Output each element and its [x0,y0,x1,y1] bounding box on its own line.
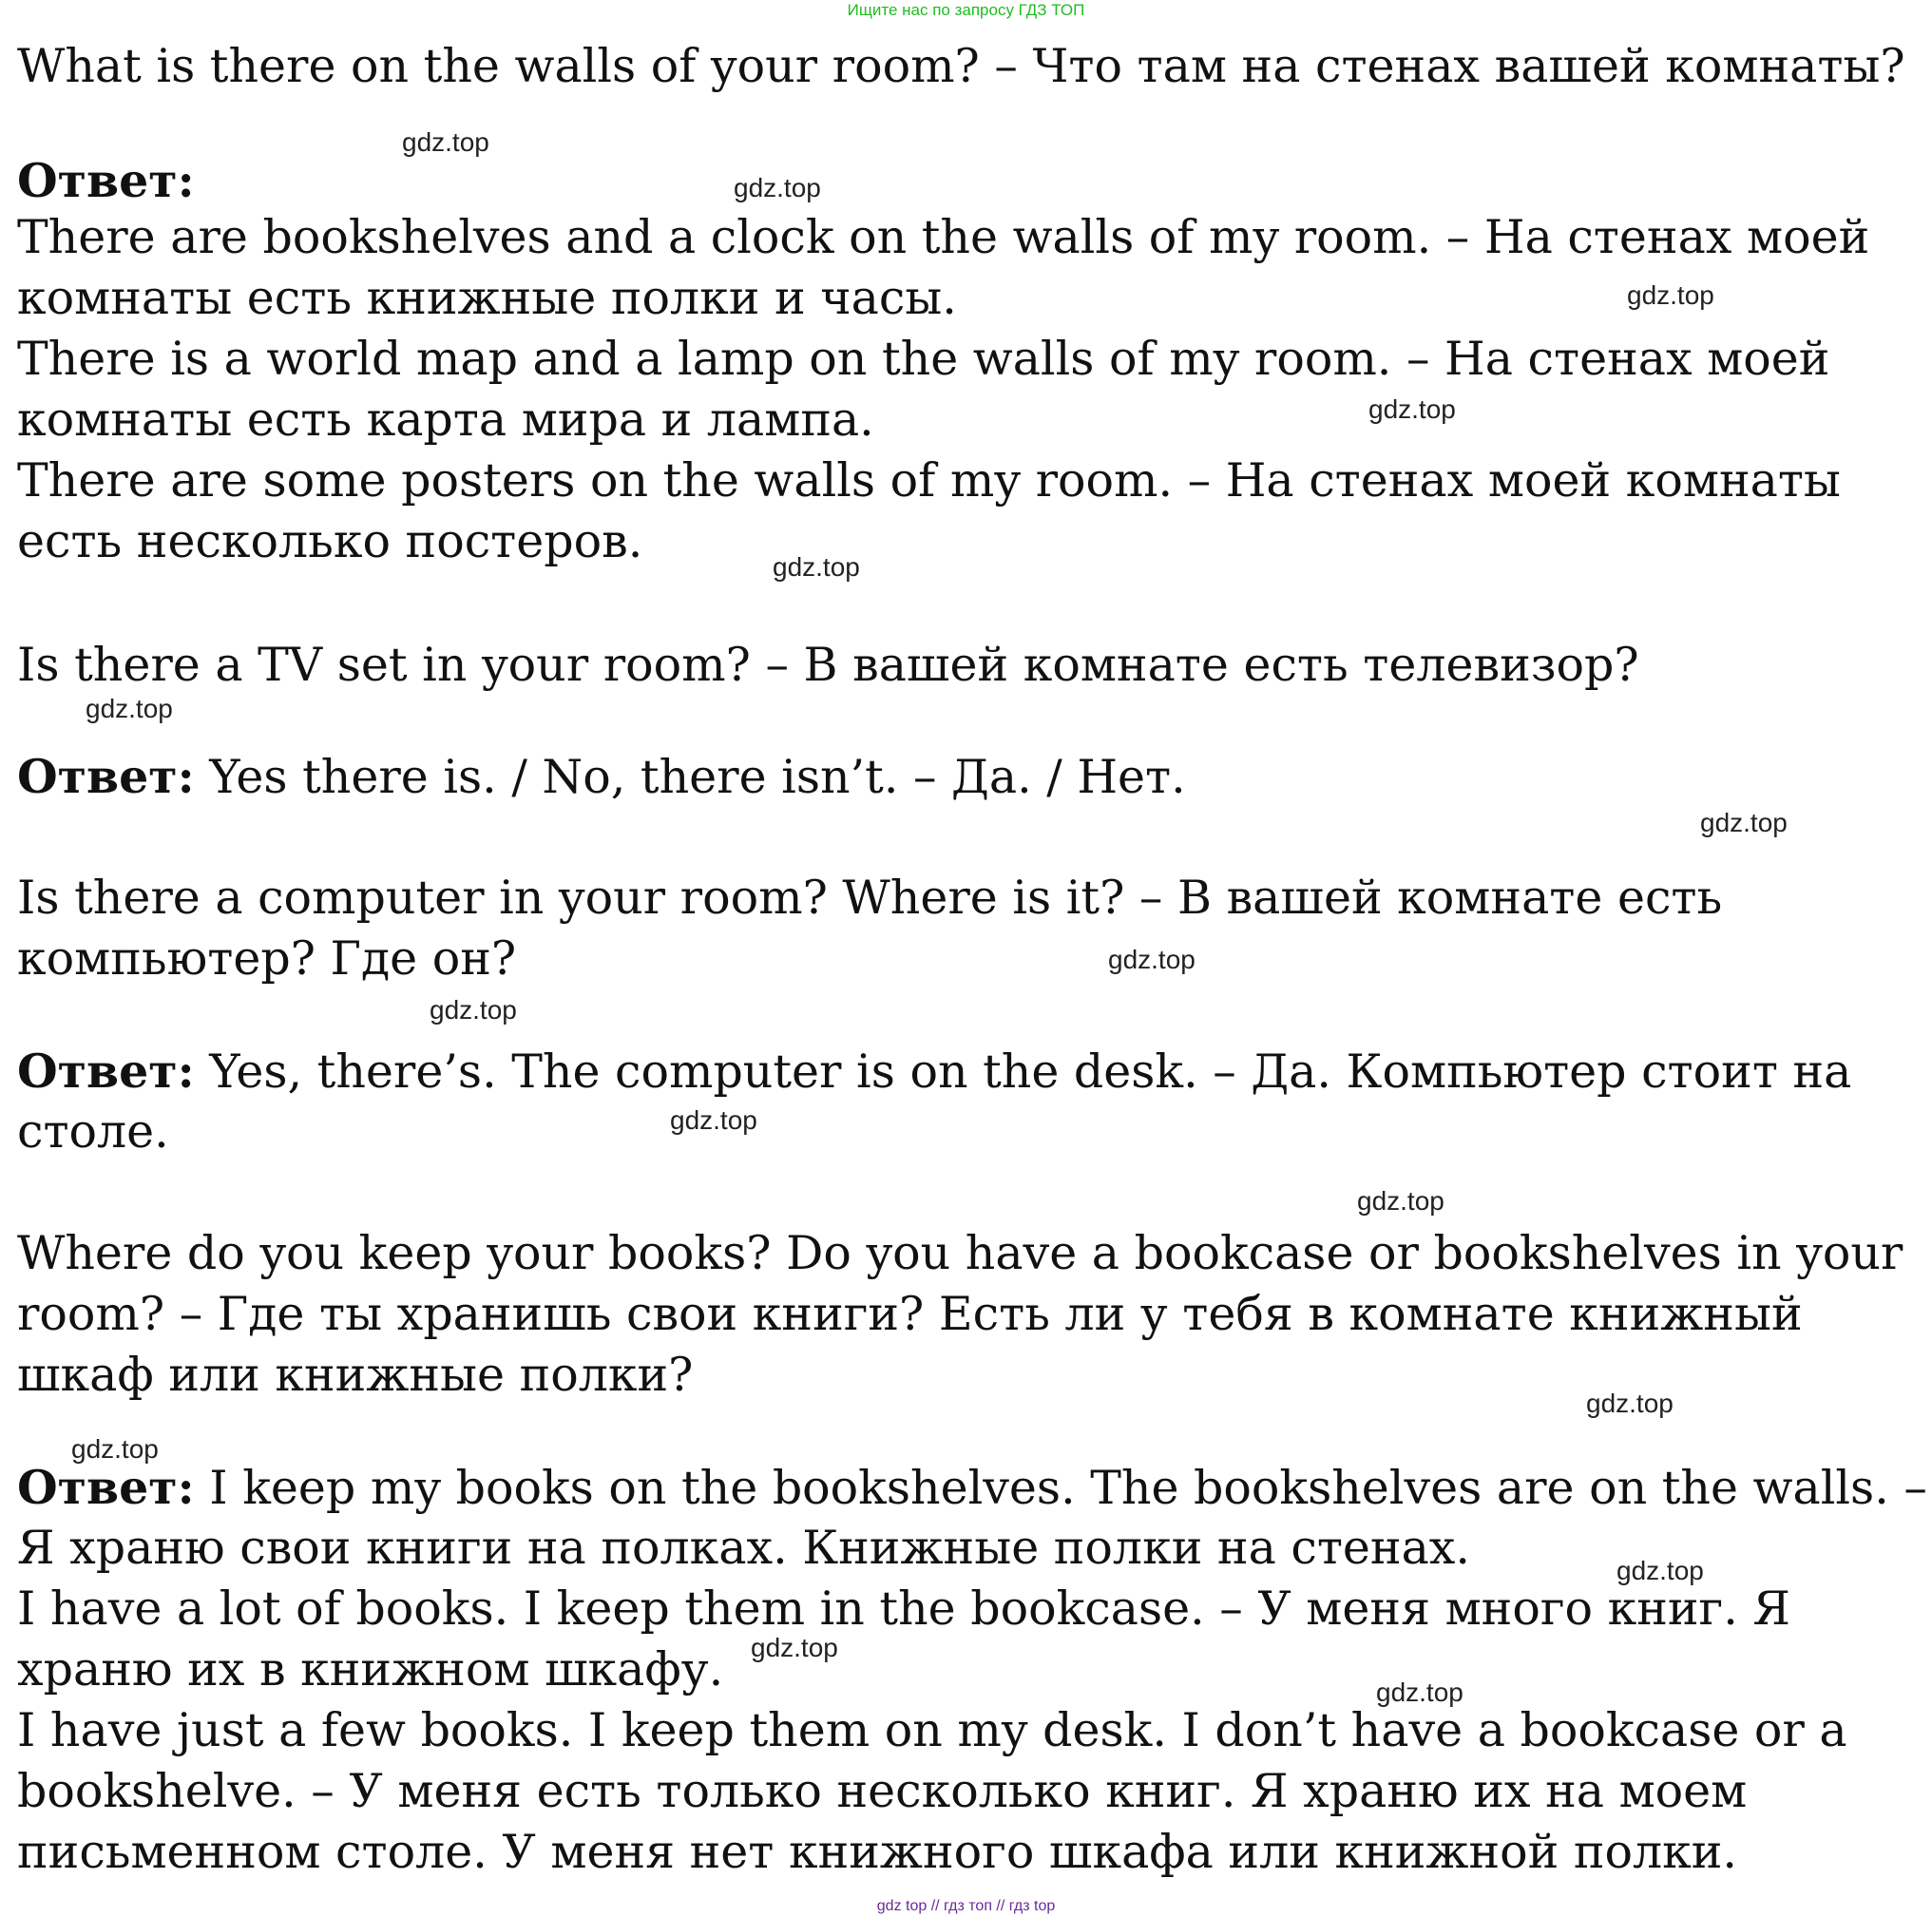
question-books-line: шкаф или книжные полки? [17,1348,694,1402]
answer-books-text: I keep my books on the bookshelves. The bookshelves are on the walls. – [194,1461,1927,1515]
watermark: gdz.top [86,694,173,723]
question-computer-line: компьютер? Где он? [17,931,517,986]
answer-computer-line [17,1041,1851,1102]
answer-books-line: письменном столе. У меня нет книжного шкафа или книжной полки. [17,1825,1738,1879]
answer-computer-line: столе. [17,1104,169,1159]
answer-label-3: Ответ: [17,1044,195,1099]
answer-books-line: bookshelve. – У меня есть только несколько книг. Я храню их на моем [17,1764,1748,1818]
watermark: gdz.top [1627,280,1714,310]
watermark: gdz.top [734,173,821,202]
question-books-line: Where do you keep your books? Do you have a bookcase or bookshelves in your [17,1226,1903,1280]
question-walls: What is there on the walls of your room? – Что там на стенах вашей комнаты? [17,39,1905,93]
answer-walls-line: There are some posters on the walls of my room. – На стенах моей комнаты [17,453,1841,508]
watermark: gdz.top [402,127,489,157]
watermark: gdz.top [1368,394,1456,424]
question-books-line: room? – Где ты хранишь свои книги? Есть ли у тебя в комнате книжный [17,1287,1803,1341]
watermark: gdz.top [1376,1677,1463,1707]
answer-books-line [17,1457,1927,1519]
watermark: gdz.top [1700,808,1788,837]
answer-walls-line: There is a world map and a lamp on the walls of my room. – На стенах моей [17,332,1830,386]
answer-label-1: Ответ: [17,153,195,208]
answer-books-line: I have a lot of books. I keep them in the bookcase. – У меня много книг. Я [17,1582,1790,1636]
watermark: gdz.top [1108,945,1196,974]
watermark: gdz.top [71,1434,159,1464]
answer-books-line: I have just a few books. I keep them on my desk. I don’t have a bookcase or a [17,1703,1847,1757]
question-computer-line: Is there a computer in your room? Where is it? – В вашей комнате есть [17,871,1723,925]
answer-books-line: храню их в книжном шкафу. [17,1642,724,1697]
answer-walls-line: комнаты есть карта мира и лампа. [17,393,874,447]
answer-books-line: Я храню свои книги на полках. Книжные полки на стенах. [17,1521,1471,1575]
watermark: gdz.top [1616,1556,1704,1585]
watermark: gdz.top [773,552,860,582]
question-tv: Is there a TV set in your room? – В вашей комнате есть телевизор? [17,638,1639,692]
watermark: gdz.top [1357,1186,1444,1216]
watermark: gdz.top [670,1105,757,1135]
answer-computer-text: Yes, there’s. The computer is on the desk. – Да. Компьютер стоит на [194,1045,1852,1099]
watermark: gdz.top [751,1633,838,1662]
answer-walls-line: есть несколько постеров. [17,514,643,568]
watermark: gdz.top [1586,1389,1674,1418]
answer-tv-text: Yes there is. / No, there isn’t. – Да. / Нет. [194,750,1186,804]
answer-label-4: Ответ: [17,1460,195,1515]
footer-note: gdz top // гдз топ // гдз top [876,1898,1056,1914]
watermark: gdz.top [430,995,517,1025]
answer-walls-line: комнаты есть книжные полки и часы. [17,271,957,325]
answer-tv [17,746,1186,808]
header-note: Ищите нас по запросу ГДЗ ТОП [847,1,1085,19]
answer-walls-line: There are bookshelves and a clock on the walls of my room. – На стенах моей [17,210,1870,264]
answer-label-2: Ответ: [17,749,195,804]
